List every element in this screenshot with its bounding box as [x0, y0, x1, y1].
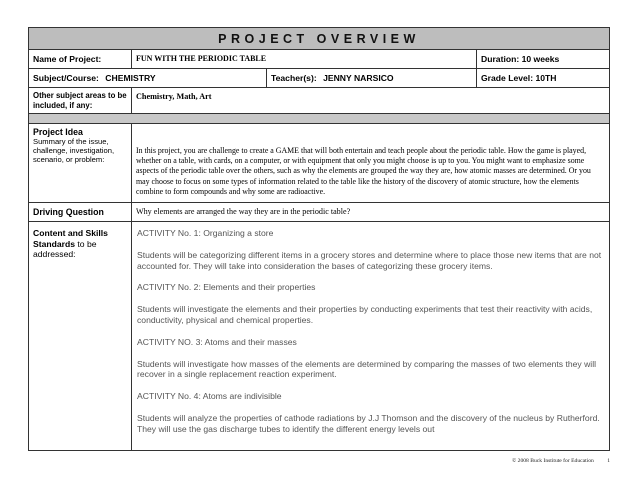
activity-4-heading: ACTIVITY No. 4: Atoms are indivisible — [137, 391, 282, 402]
copyright: © 2008 Buck Institute for Education — [512, 458, 594, 464]
duration-cell — [477, 50, 609, 68]
subject-value: CHEMISTRY — [105, 73, 156, 83]
other-subjects-row — [29, 88, 609, 114]
content-standards-row — [29, 222, 609, 451]
project-name-value-cell — [132, 50, 477, 68]
activity-2-heading: ACTIVITY No. 2: Elements and their properties — [137, 282, 316, 293]
project-name-label-cell — [29, 50, 132, 68]
page-number: 1 — [607, 458, 610, 464]
grade-cell — [477, 69, 609, 87]
activity-3-heading: ACTIVITY NO. 3: Atoms and their masses — [137, 336, 297, 347]
project-overview-form — [28, 27, 610, 451]
activity-2-text: Students will investigate the elements and their properties by conducting experiments that test their reactivity with acids, conductivity, physical and chemical properties. — [137, 304, 593, 325]
content-standards-label-rest: to be addressed: — [33, 238, 97, 259]
page-title: PROJECT OVERVIEW — [29, 28, 609, 50]
grade-level: Grade Level: 10TH — [481, 73, 557, 83]
driving-question-row — [29, 203, 609, 222]
project-idea-text-cell — [132, 124, 609, 202]
subject-cell — [29, 69, 267, 87]
content-standards-label-cell — [29, 222, 132, 451]
project-idea-row — [29, 124, 609, 203]
teacher-cell — [267, 69, 477, 87]
content-standards-activities-cell — [132, 222, 609, 451]
content-standards-label-bold: Content and Skills Standards — [33, 228, 108, 249]
project-name-label: Name of Project: — [33, 54, 102, 64]
page-footer — [512, 458, 610, 464]
teacher-label: Teacher(s): — [271, 73, 317, 83]
project-name-row — [29, 50, 609, 69]
section-divider — [29, 114, 609, 124]
driving-question-value: Why elements are arranged the way they are in the periodic table? — [136, 207, 351, 216]
subject-row — [29, 69, 609, 88]
activity-3-text: Students will investigate how masses of the elements are determined by comparing the masses of two elements they will recover in a single replacement reaction experiment. — [137, 358, 597, 380]
project-idea-label: Project Idea — [33, 127, 83, 137]
other-subjects-label-cell — [29, 88, 132, 113]
other-subjects-label: Other subject areas to be included, if any: — [33, 91, 127, 110]
driving-question-value-cell — [132, 203, 609, 221]
project-idea-label-cell — [29, 124, 132, 202]
activity-1-heading: ACTIVITY No. 1: Organizing a store — [137, 228, 274, 238]
project-idea-sublabel: Summary of the issue, challenge, investigation, scenario, or problem: — [33, 137, 115, 165]
project-name-value: FUN WITH THE PERIODIC TABLE — [136, 54, 267, 63]
subject-label: Subject/Course: — [33, 73, 99, 83]
activity-1-text: Students will be categorizing different items in a grocery stores and determine where to place those new items that are not accounted for. They will take into consideration the bases of categorizing these grocery items. — [137, 249, 602, 271]
driving-question-label: Driving Question — [33, 207, 104, 217]
other-subjects-value: Chemistry, Math, Art — [136, 92, 212, 101]
teacher-value: JENNY NARSICO — [323, 73, 394, 83]
duration: Duration: 10 weeks — [481, 54, 560, 64]
activity-4-text: Students will analyze the properties of cathode radiations by J.J Thomson and the discovery of the nucleus by Rutherford. They will use the gas discharge tubes to identify the different energy levels out — [137, 412, 600, 434]
driving-question-label-cell — [29, 203, 132, 221]
project-idea-text: In this project, you are challenge to create a GAME that will both entertain and teach people about the periodic table. How the game is played, whether on a table, with cards, on a computer, or with equipment that only you might choose is up to you. You might want to emphasize some aspects of the periodic table over the others, such as why the elements are grouped the way they are, how atomic masses are determined. Or you may choose to focus on some types of information related to the table like the history of the discovery of atomic structure, how the elements combine to form compounds and why some are radioactive. — [136, 146, 591, 196]
other-subjects-value-cell — [132, 88, 609, 113]
